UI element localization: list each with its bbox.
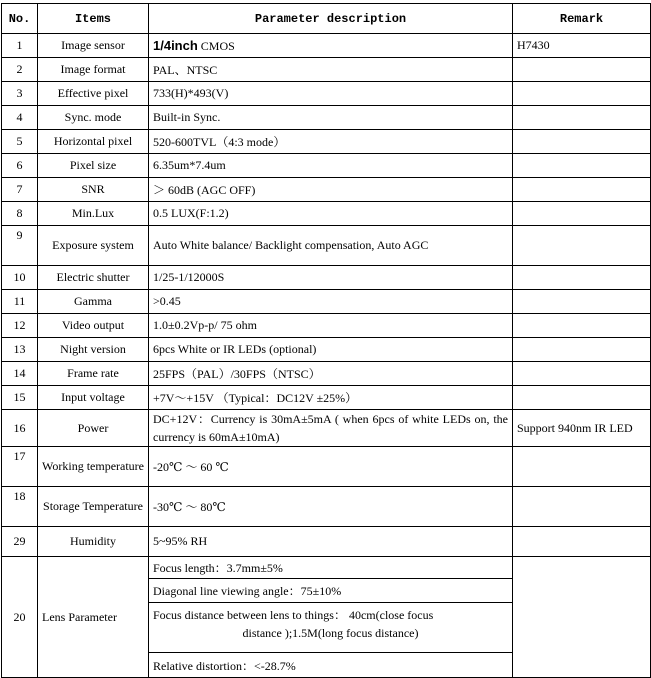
parameter-description: Built-in Sync. [149,106,513,130]
table-row [2,82,651,106]
table-row [2,58,651,82]
parameter-description: -30℃ ～ 80℃ [149,487,513,527]
item-label: Humidity [38,527,149,557]
row-number: 5 [2,130,38,154]
row-number: 14 [2,362,38,386]
remark-cell [513,130,651,154]
row-number: 4 [2,106,38,130]
table-row [2,202,651,226]
table-row [2,106,651,130]
parameter-description: 1.0±0.2Vp-p/ 75 ohm [149,314,513,338]
remark-cell [513,290,651,314]
remark-cell [513,178,651,202]
row-number: 10 [2,266,38,290]
item-label: Pixel size [38,154,149,178]
item-label: Power [38,410,149,447]
remark-cell [513,82,651,106]
remark-cell: Support 940nm IR LED [513,410,651,447]
parameter-description: 0.5 LUX(F:1.2) [149,202,513,226]
table-row [2,447,651,487]
remark-cell [513,314,651,338]
row-number: 8 [2,202,38,226]
row-number: 9 [2,226,38,266]
parameter-description: 25FPS（PAL）/30FPS（NTSC） [149,362,513,386]
item-label: Storage Temperature [38,487,149,527]
parameter-description: Auto White balance/ Backlight compensation, Auto AGC [149,226,513,266]
table-row [2,362,651,386]
remark-cell [513,527,651,557]
remark-cell [513,106,651,130]
header-no: No. [2,4,38,34]
table-row [2,410,651,447]
item-label: Image sensor [38,34,149,58]
parameter-description: >0.45 [149,290,513,314]
item-label: Input voltage [38,386,149,410]
table-row [2,290,651,314]
row-number: 13 [2,338,38,362]
sensor-type: CMOS [200,38,235,53]
parameter-description: DC+12V：Currency is 30mA±5mA ( when 6pcs of white LEDs on, the currency is 60mA±10mA) [149,410,513,447]
remark-cell [513,362,651,386]
parameter-description: +7V～+15V （Typical：DC12V ±25%） [149,386,513,410]
row-number: 20 [2,557,38,678]
table-row [2,386,651,410]
row-number: 6 [2,154,38,178]
parameter-description: 520-600TVL（4:3 mode） [149,130,513,154]
table-row [2,178,651,202]
item-label: Effective pixel [38,82,149,106]
table-row [2,34,651,58]
item-label: Horizontal pixel [38,130,149,154]
lens-row [2,557,651,579]
table-row [2,154,651,178]
header-items: Items [38,4,149,34]
item-label: Frame rate [38,362,149,386]
remark-cell [513,226,651,266]
item-label: Electric shutter [38,266,149,290]
remark-cell [513,154,651,178]
row-number: 2 [2,58,38,82]
remark-cell [513,58,651,82]
lens-focus-length: Focus length：3.7mm±5% [149,557,513,579]
item-label: Video output [38,314,149,338]
parameter-description: ＞ 60dB (AGC OFF) [149,178,513,202]
item-label: Image format [38,58,149,82]
sensor-size: 1/4inch [153,37,198,53]
table-row [2,130,651,154]
remark-cell: H7430 [513,34,651,58]
parameter-description: 1/25-1/12000S [149,266,513,290]
parameter-description: 733(H)*493(V) [149,82,513,106]
parameter-description [149,34,513,58]
lens-distortion: Relative distortion：<-28.7% [149,653,513,678]
table-row [2,527,651,557]
parameter-description: 5~95% RH [149,527,513,557]
row-number: 16 [2,410,38,447]
table-row [2,314,651,338]
spec-table [1,3,651,678]
remark-cell [513,202,651,226]
remark-cell [513,266,651,290]
table-row [2,226,651,266]
remark-cell [513,386,651,410]
row-number: 18 [2,487,38,527]
row-number: 11 [2,290,38,314]
item-label: Night version [38,338,149,362]
header-description: Parameter description [149,4,513,34]
item-label: Gamma [38,290,149,314]
header-row [2,4,651,34]
row-number: 12 [2,314,38,338]
item-label: Working temperature [38,447,149,487]
parameter-description: -20℃ ～ 60 ℃ [149,447,513,487]
item-label: SNR [38,178,149,202]
row-number: 7 [2,178,38,202]
item-label: Exposure system [38,226,149,266]
lens-focus-distance [149,603,513,653]
parameter-description: 6.35um*7.4um [149,154,513,178]
header-remark: Remark [513,4,651,34]
table-row [2,338,651,362]
focus-distance-line-2: distance );1.5M(long focus distance) [242,626,419,640]
remark-cell [513,338,651,362]
row-number: 3 [2,82,38,106]
lens-diagonal-angle: Diagonal line viewing angle：75±10% [149,579,513,603]
item-label: Sync. mode [38,106,149,130]
remark-cell [513,557,651,678]
row-number: 15 [2,386,38,410]
parameter-description: PAL、NTSC [149,58,513,82]
item-label: Lens Parameter [38,557,149,678]
table-row [2,487,651,527]
remark-cell [513,447,651,487]
row-number: 29 [2,527,38,557]
row-number: 1 [2,34,38,58]
parameter-description: 6pcs White or IR LEDs (optional) [149,338,513,362]
row-number: 17 [2,447,38,487]
focus-distance-line-1: Focus distance between lens to things： 40cm(close focus [153,608,434,622]
remark-cell [513,487,651,527]
item-label: Min.Lux [38,202,149,226]
table-row [2,266,651,290]
